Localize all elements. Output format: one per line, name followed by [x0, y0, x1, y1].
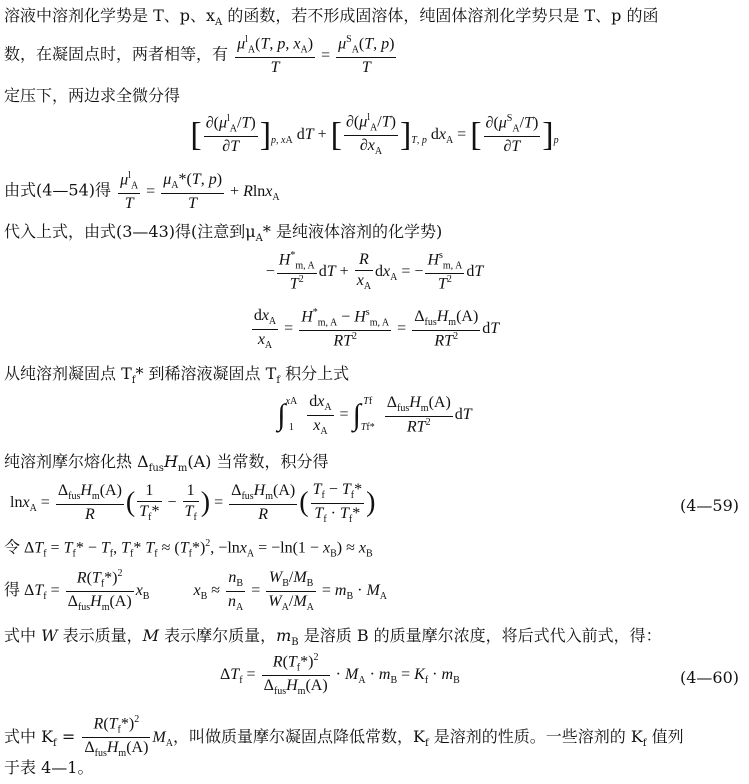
text-run: 积分上式 [280, 364, 350, 383]
subscript: f [642, 738, 647, 750]
text-run: ，叫做质量摩尔凝固点降低常数，K [172, 726, 425, 746]
subscript: f [53, 738, 57, 750]
text-run: 由式(4—54)得 [4, 180, 112, 200]
text-run: 于表 4—1。 [4, 758, 94, 777]
text-run: 代入上式，由式(3—43)得(注意到μ [4, 222, 256, 241]
paragraph-line-9: 得 $\Delta T_f$ = $\frac{R(T_f*)^2}{\Delta_{fus}H_m(A)}$ $x_B$ $x_B$ ≈ $\frac{n_B}{n_A}$ = $\frac{W_B/M_B}{W_A/M_A}$ = $m_B \cdot M_A$ [4, 568, 388, 614]
subscript: A [255, 233, 263, 245]
paragraph-line-7 [4, 452, 329, 476]
text-run: 得 [4, 582, 21, 600]
text-run: * 到稀溶液凝固点 T [135, 364, 277, 383]
paragraph-line-12 [4, 758, 93, 778]
equation-integral: ∫ xA 1 $\frac{dx_A}{x_A}$ = ∫ Tf Tf* $\frac{\Delta_{fus}H_m(A)}{RT^2}$ dT [277, 393, 472, 437]
equation-number-4-59: (4—59) [679, 496, 739, 515]
text-run: 溶液中溶剂化学势是 T、p、x [4, 6, 216, 25]
text-run: 是溶剂的性质。一些溶剂的 K [428, 726, 643, 746]
text-run: 定压下，两边求全微分得 [4, 86, 181, 105]
paragraph-line-4 [4, 170, 280, 214]
equation-substitution-1: − $\frac{H^*_{m, A}}{T^2}$ dT + $\frac{R}{x_A}$ $dx_A$ = − $\frac{H^s_{m, A}}{T^2}$ dT [265, 250, 484, 293]
text-run: (A) 当常数，积分得 [187, 452, 329, 471]
paragraph-line-5 [4, 222, 442, 246]
subscript: m [177, 463, 188, 475]
paragraph-line-3 [4, 86, 180, 106]
subscript: A [215, 17, 223, 29]
paragraph-line-11: 式中 $K_f$ = $\frac{R(T_f*)^2}{\Delta_{fus}H_m(A)}$ $M_A$，叫做质量摩尔凝固点降低常数，$K_f$ 是溶剂的性质。一些溶剂的 $K_f$ 值列 [4, 714, 684, 760]
text-run: 从纯溶剂凝固点 T [4, 364, 132, 383]
equation-4-59-body: lnx$_A$ = $\frac{\Delta_{fus}H_m(A)}{R}$ ( $\frac{1}{T_f*}$ − $\frac{1}{T_f}$ ) = $\frac{\Delta_{fus}H_m(A)}{R}$ ( $\frac{T_f - T_f*}{T_f \cdot T_f*}$ ) [10, 481, 376, 525]
paragraph-line-10: 式中 W 表示质量，M 表示摩尔质量，$m_B$ 是溶质 B 的质量摩尔浓度，将后式代入前式，得： [4, 626, 662, 649]
paragraph-line-6 [4, 364, 349, 388]
text-run: * 是纯液体溶剂的化学势) [262, 222, 443, 241]
paragraph-line-8: 令 $\Delta T_f = T_f* - T_f$, $T_f*$ $T_f \approx (T_f*)^2$, $-\ln x_A = -\ln(1 - x_B) \approx x_B$ [4, 538, 373, 560]
subscript: fus [148, 463, 164, 475]
text-run: 纯溶剂摩尔熔化热 Δ [4, 452, 149, 471]
equation-substitution-2: $\frac{dx_A}{x_A}$ = $\frac{H^*_{m, A} - H^s_{m, A}}{RT^2}$ = $\frac{\Delta_{fus}H_m(A)}{RT^2}$ dT [253, 307, 500, 351]
text-run: 式中 K [4, 726, 54, 746]
text-run: 值列 [646, 726, 684, 746]
subscript: f [131, 375, 136, 387]
text-run: 数，在凝固点时，两者相等，有 [4, 44, 229, 64]
equation-chemical-potential-equal: $\frac{\mu^l_A(T, p, x_A)}{T}$ = $\frac{\mu^S_A(T, p)}{T}$ [237, 34, 395, 77]
equation-number-4-60: (4—60) [679, 668, 739, 687]
subscript: f [424, 738, 429, 750]
paragraph-line-1 [4, 6, 658, 30]
equation-total-differential: [ $\frac{\partial(\mu^l_A/T)}{\partial T}$ ]$_{p, xA}$ dT + [ $\frac{\partial(\mu^l_A/T)}{\partial x_A}$ ]$_{T, p}$ $dx_A$ = [ $\frac{\partial(\mu^S_A/T)}{\partial T}$ ]$_p$ [190, 112, 559, 158]
equation-4-54: $\frac{\mu^l_A}{T}$ = $\frac{\mu_A*(T, p)}{T}$ + Rlnx$_A$ [120, 170, 280, 213]
equation-4-60-body: $\Delta T_f$ = $\frac{R(T_f*)^2}{\Delta_{fus}H_m(A)}$ · $M_A \cdot m_B = K_f \cdot m_B$ [220, 652, 460, 698]
paragraph-line-2 [4, 34, 398, 78]
subscript: f [276, 375, 281, 387]
text-run: 的函数，若不形成固溶体，纯固体溶剂化学势只是 T、p 的函 [222, 6, 659, 25]
text-run: H [163, 452, 178, 471]
